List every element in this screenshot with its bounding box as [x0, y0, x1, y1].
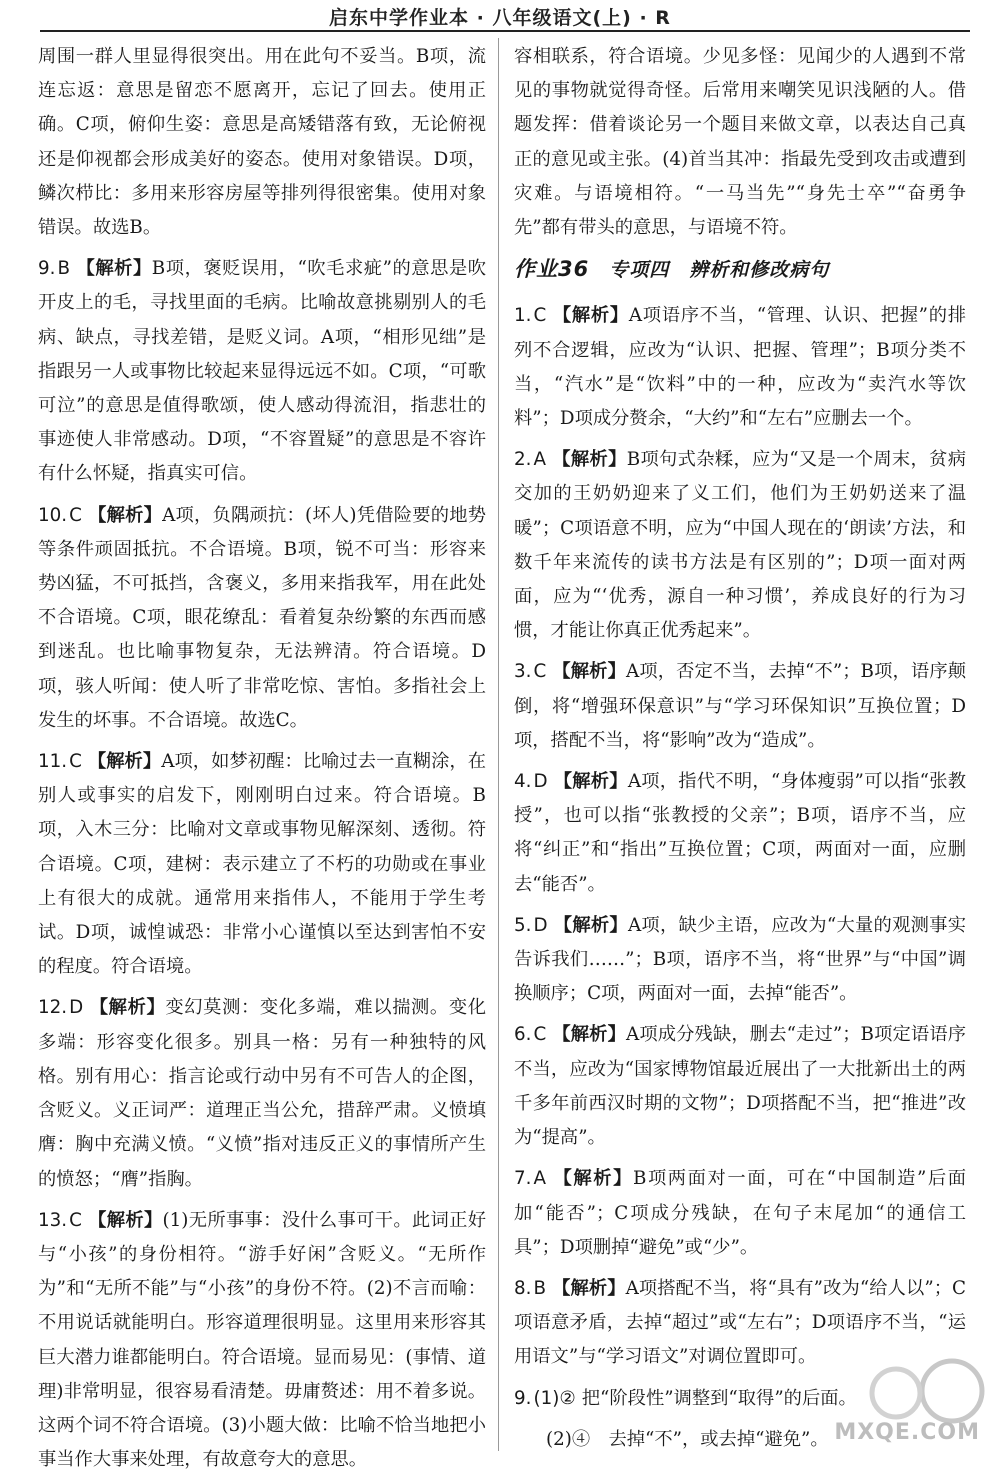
answer-letter: C	[69, 1209, 82, 1231]
analysis-text: 变幻莫测：变化多端，难以揣测。变化多端：形容变化很多。别具一格：另有一种独特的风格。别有用心：指言论或行动中另有不可告人的企图，含贬义。义正词严：道理正当公允，措辞严肃。义愤填膺：胸中充满义愤。“义愤”指对违反正义的事情所产生的愤怒；“膺”指胸。	[38, 997, 487, 1190]
answer-letter: C	[533, 305, 547, 327]
question-number: 2.	[514, 449, 532, 471]
question-number: 13.	[38, 1209, 68, 1231]
analysis-tag: 【解析】	[551, 1168, 633, 1190]
section-heading	[514, 252, 966, 287]
analysis-text: A项，缺少主语，应改为“大量的观测事实告诉我们……”；B项，语序不当，将“世界”与“中国”调换顺序；C项，两面对一面，去掉“能否”。	[514, 914, 966, 1005]
answer-entry	[38, 252, 486, 491]
analysis-text: A项搭配不当，将“具有”改为“给人以”；C项语意矛盾，去掉“超过”或“左右”；D项语序不当，“运用语文”与“学习语文”对调位置即可。	[514, 1277, 966, 1368]
answer-letter: A	[533, 1168, 546, 1190]
page-header	[0, 0, 1000, 34]
answer-letter: C	[533, 661, 547, 683]
analysis-text: A项，如梦初醒：比喻过去一直糊涂，在别人或事实的启发下，刚刚明白过来。符合语境。B项，入木三分：比喻对文章或事物见解深刻、透彻。符合语境。C项，建树：表示建立了不朽的功勋或在事业上有很大的成就。通常用来指伟人，不能用于学生考试。D项，诚惶诚恐：非常小心谨慎以至达到害怕不安的程度。符合语境。	[38, 751, 487, 978]
answer-entry	[514, 909, 966, 1012]
analysis-text: B项，褒贬误用，“吹毛求疵”的意思是吹开皮上的毛，寻找里面的毛病。比喻故意挑剔别人的毛病、缺点，寻找差错，是贬义词。A项，“相形见绌”是指跟另一人或事物比较起来显得远远不如。C项，“可歌可泣”的意思是值得歌颂，使人感动得流泪，指悲壮的事迹使人非常感动。D项，“不容置疑”的意思是不容许有什么怀疑，指真实可信。	[38, 258, 486, 485]
analysis-text: A项，否定不当，去掉“不”；B项，语序颠倒，将“增强环保意识”与“学习环保知识”互换位置；D项，搭配不当，将“影响”改为“造成”。	[514, 661, 967, 751]
answer-entry	[38, 745, 486, 984]
answer-entry	[514, 1018, 966, 1155]
section-sub: 专项四	[609, 259, 670, 282]
answer-entry	[514, 299, 966, 436]
question-number: 4.	[514, 771, 532, 793]
analysis-text: A项，指代不明，“身体瘦弱”可以指“张教授”，也可以指“张教授的父亲”；B项，语序不当，应将“纠正”和“指出”互换位置；C项，两面对一面，应删去“能否”。	[514, 771, 966, 895]
analysis-tag: 【解析】	[89, 997, 166, 1019]
analysis-text: A项成分残缺，删去“走过”；B项定语语序不当，应改为“国家博物馆最近展出了一大批新出土的两千多年前西汉时期的文物”；D项搭配不当，把“推进”改为“提高”。	[514, 1024, 967, 1149]
analysis-tag: 【解析】	[552, 661, 626, 683]
analysis-tag: 【解析】	[76, 258, 152, 280]
analysis-tag: 【解析】	[552, 1024, 626, 1046]
question-number: 8.	[514, 1277, 532, 1299]
analysis-tag: 【解析】	[553, 914, 628, 936]
header-rule	[40, 30, 970, 32]
sub-answer-line: (2)④ 去掉“不”，或去掉“避免”。	[546, 1428, 829, 1450]
answer-entry	[38, 991, 486, 1196]
answer-entry	[514, 1162, 966, 1265]
column-divider	[498, 38, 499, 1451]
answer-letter: D	[69, 997, 84, 1019]
question-number: 1.	[514, 305, 532, 327]
question-number: 6.	[514, 1024, 532, 1046]
answer-letter: B	[533, 1277, 546, 1299]
question-number: 5.	[514, 914, 532, 936]
analysis-tag: 【解析】	[87, 1209, 163, 1231]
analysis-text: 把“阶段性”调整到“取得”的后面。	[581, 1387, 857, 1409]
section-number: 作业36	[514, 257, 590, 282]
answer-entry	[514, 443, 966, 648]
answer-entry	[38, 499, 486, 738]
answer-letter: A	[533, 449, 546, 471]
answer-entry	[514, 655, 966, 758]
question-number: 12.	[38, 997, 68, 1019]
question-number: 11.	[38, 751, 68, 773]
answer-letter: B	[57, 258, 70, 280]
watermark-logo	[834, 1349, 992, 1449]
analysis-text: A项语序不当，“管理、认识、把握”的排列不合逻辑，应改为“认识、把握、管理”；B项分类不当，“汽水”是“饮料”中的一种，应改为“卖汽水等饮料”；D项成分赘余，“大约”和“左右”应删去一个。	[514, 305, 967, 430]
analysis-tag: 【解析】	[553, 771, 628, 793]
answer-letter: C	[69, 504, 82, 526]
analysis-tag: 【解析】	[87, 751, 162, 773]
analysis-text: (1)无所事事：没什么事可干。此词正好与“小孩”的身份相符。“游手好闲”含贬义。“无所作为”和“无所不能”与“小孩”的身份不符。(2)不言而喻：不用说话就能明白。形容道理很明显。这里用来形容其巨大潜力谁都能明白。符合语境。显而易见：(事情、道理)非常明显，很容易看清楚。毋庸赘述：用不着多说。这两个词不符合语境。(3)小题大做：比喻不恰当地把小事当作大事来处理，有故意夸大的意思。	[38, 1209, 486, 1471]
continuation-text: 周围一群人里显得很突出。用在此句不妥当。B项，流连忘返：意思是留恋不愿离开，忘记了回去。使用正确。C项，俯仰生姿：意思是高矮错落有致，无论俯视还是仰视都会形成美好的姿态。使用对象错误。D项，鳞次栉比：多用来形容房屋等排列得很密集。使用对象错误。故选B。	[38, 46, 486, 239]
question-number: 7.	[514, 1168, 532, 1190]
analysis-tag: 【解析】	[552, 1277, 626, 1299]
analysis-tag: 【解析】	[551, 449, 627, 471]
left-column	[38, 40, 486, 1484]
question-number: 9.	[38, 258, 56, 280]
watermark-text: MXQE.COM	[834, 1420, 980, 1445]
right-column	[514, 40, 966, 1464]
answer-entry	[514, 765, 966, 902]
question-number: 10.	[38, 504, 68, 526]
header-title: 启东中学作业本 · 八年级语文(上) · R	[329, 7, 671, 29]
answer-letter: C	[533, 1024, 547, 1046]
analysis-tag: 【解析】	[552, 305, 629, 327]
analysis-text: A项，负隅顽抗：(坏人)凭借险要的地势等条件顽固抵抗。不合语境。B项，锐不可当：形容来势凶猛，不可抵挡，含褒义，多用来指我军，用在此处不合语境。C项，眼花缭乱：看着复杂纷繁的东西而感到迷乱。也比喻事物复杂，无法辨清。符合语境。D项，骇人听闻：使人听了非常吃惊、害怕。多指社会上发生的坏事。不合语境。故选C。	[38, 504, 487, 731]
answer-letter: D	[533, 771, 548, 793]
answer-entry	[38, 1204, 486, 1478]
analysis-tag: 【解析】	[87, 504, 163, 526]
question-number: 9.	[514, 1387, 532, 1409]
question-number: 3.	[514, 661, 532, 683]
answer-letter: (1)②	[533, 1387, 576, 1409]
continuation-text: 容相联系，符合语境。少见多怪：见闻少的人遇到不常见的事物就觉得奇怪。后常用来嘲笑见识浅陋的人。借题发挥：借着谈论另一个题目来做文章，以表达自己真正的意见或主张。(4)首当其冲：指最先受到攻击或遭到灾难。与语境相符。“一马当先”“身先士卒”“奋勇争先”都有带头的意思，与语境不符。	[514, 46, 966, 239]
answer-letter: C	[69, 751, 82, 773]
analysis-text: B项句式杂糅，应为“又是一个周末，贫病交加的王奶奶迎来了义工们，他们为王奶奶送来了温暖”；C项语意不明，应为“中国人现在的‘朗读’方法，和数千年来流传的读书方法是有区别的”；D项一面对两面，应为“‘优秀，源自一种习惯’，养成良好的行为习惯，才能让你真正优秀起来”。	[514, 449, 967, 642]
section-name: 辨析和修改病句	[689, 259, 830, 282]
analysis-text: B项两面对一面，可在“中国制造”后面加“能否”；C项成分残缺，在句子末尾加“的通信工具”；D项删掉“避免”或“少”。	[514, 1168, 966, 1258]
answer-letter: D	[533, 914, 548, 936]
